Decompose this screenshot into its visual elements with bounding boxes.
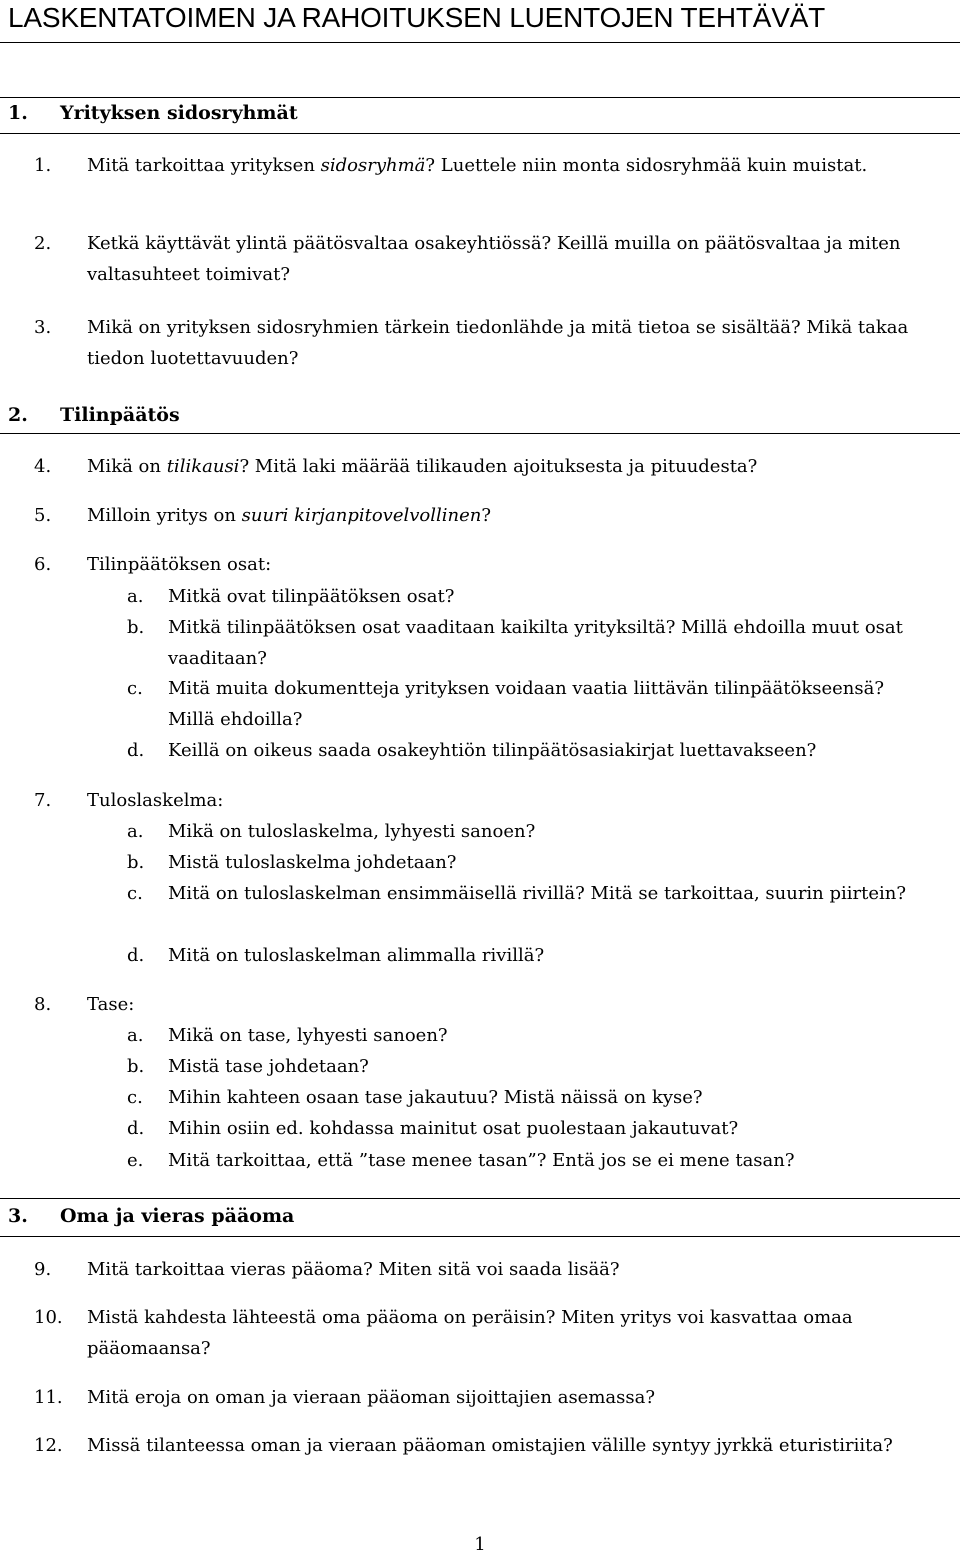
sub-question bbox=[127, 878, 927, 909]
sub-question bbox=[127, 940, 927, 971]
sub-question-text: Mitkä ovat tilinpäätöksen osat? bbox=[168, 586, 455, 607]
sub-question-text: Mistä tase johdetaan? bbox=[168, 1056, 369, 1077]
sub-question-text: Mitä muita dokumentteja yrityksen voidaan vaatia liittävän tilinpäätökseensä? Millä ehdoilla? bbox=[168, 678, 884, 730]
question-number: 8. bbox=[34, 994, 52, 1015]
sub-question-letter: d. bbox=[127, 1118, 145, 1139]
question-number: 12. bbox=[34, 1435, 63, 1456]
page-number: 1 bbox=[474, 1534, 486, 1555]
question-text: Ketkä käyttävät ylintä päätösvaltaa osakeyhtiössä? Keillä muilla on päätösvaltaa ja miten valtasuhteet toimivat? bbox=[87, 233, 901, 285]
question-number: 3. bbox=[34, 317, 52, 338]
sub-question-letter: c. bbox=[127, 883, 143, 904]
sub-question-letter: b. bbox=[127, 1056, 145, 1077]
sub-question bbox=[127, 1145, 927, 1176]
sub-question bbox=[127, 1113, 927, 1144]
section-title: Tilinpäätös bbox=[60, 404, 180, 426]
section-number: 2. bbox=[8, 404, 28, 426]
question-9 bbox=[34, 1254, 954, 1285]
section-heading-3 bbox=[8, 1203, 952, 1229]
page-title: LASKENTATOIMEN JA RAHOITUKSEN LUENTOJEN TEHTÄVÄT bbox=[8, 2, 826, 33]
section-number: 1. bbox=[8, 102, 28, 124]
question-text: Mitä tarkoittaa vieras pääoma? Miten sitä voi saada lisää? bbox=[87, 1259, 620, 1280]
sub-question-letter: a. bbox=[127, 821, 144, 842]
question-number: 7. bbox=[34, 790, 52, 811]
section-title: Yrityksen sidosryhmät bbox=[60, 102, 298, 124]
question-text: Mikä on yrityksen sidosryhmien tärkein tiedonlähde ja mitä tietoa se sisältää? Mikä takaa tiedon luotettavuuden? bbox=[87, 317, 909, 369]
sub-question-text: Keillä on oikeus saada osakeyhtiön tilinpäätösasiakirjat luettavakseen? bbox=[168, 740, 817, 761]
sub-question bbox=[127, 735, 927, 766]
question-7 bbox=[34, 785, 954, 816]
question-text: Tuloslaskelma: bbox=[87, 790, 224, 811]
sub-question-letter: a. bbox=[127, 1025, 144, 1046]
question-text: Mitä eroja on oman ja vieraan pääoman sijoittajien asemassa? bbox=[87, 1387, 655, 1408]
question-number: 1. bbox=[34, 155, 52, 176]
question-3 bbox=[34, 312, 954, 374]
section-divider bbox=[0, 433, 960, 434]
question-number: 9. bbox=[34, 1259, 52, 1280]
sub-question bbox=[127, 1020, 927, 1051]
question-text: Mikä on tilikausi? Mitä laki määrää tilikauden ajoituksesta ja pituudesta? bbox=[87, 456, 758, 477]
sub-question-text: Mikä on tuloslaskelma, lyhyesti sanoen? bbox=[168, 821, 536, 842]
question-2 bbox=[34, 228, 954, 290]
question-text: Mitä tarkoittaa yrityksen sidosryhmä? Luettele niin monta sidosryhmää kuin muistat. bbox=[87, 155, 868, 176]
question-number: 11. bbox=[34, 1387, 63, 1408]
question-text: Mistä kahdesta lähteestä oma pääoma on peräisin? Miten yritys voi kasvattaa omaa pääomaansa? bbox=[87, 1307, 853, 1359]
section-number: 3. bbox=[8, 1205, 28, 1227]
question-4 bbox=[34, 451, 954, 482]
sub-question-text: Mihin osiin ed. kohdassa mainitut osat puolestaan jakautuvat? bbox=[168, 1118, 739, 1139]
section-divider bbox=[0, 133, 960, 134]
question-12 bbox=[34, 1430, 954, 1461]
question-5 bbox=[34, 500, 954, 531]
sub-question-letter: c. bbox=[127, 1087, 143, 1108]
question-text: Tilinpäätöksen osat: bbox=[87, 554, 272, 575]
section-divider bbox=[0, 1236, 960, 1237]
question-number: 2. bbox=[34, 233, 52, 254]
question-6 bbox=[34, 549, 954, 580]
question-text: Missä tilanteessa oman ja vieraan pääoman omistajien välille syntyy jyrkkä eturistiriita? bbox=[87, 1435, 893, 1456]
sub-question bbox=[127, 673, 927, 735]
sub-question-letter: e. bbox=[127, 1150, 144, 1171]
sub-question-text: Mitkä tilinpäätöksen osat vaaditaan kaikilta yrityksiltä? Millä ehdoilla muut osat vaaditaan? bbox=[168, 617, 903, 669]
question-number: 6. bbox=[34, 554, 52, 575]
section-divider bbox=[0, 1198, 960, 1199]
question-number: 10. bbox=[34, 1307, 63, 1328]
sub-question bbox=[127, 816, 927, 847]
section-heading-2 bbox=[8, 402, 952, 428]
section-divider bbox=[0, 97, 960, 98]
sub-question-letter: c. bbox=[127, 678, 143, 699]
sub-question bbox=[127, 612, 927, 674]
question-1 bbox=[34, 150, 954, 181]
question-number: 5. bbox=[34, 505, 52, 526]
sub-question bbox=[127, 581, 927, 612]
sub-question-text: Mikä on tase, lyhyesti sanoen? bbox=[168, 1025, 448, 1046]
sub-question-text: Mihin kahteen osaan tase jakautuu? Mistä näissä on kyse? bbox=[168, 1087, 703, 1108]
sub-question bbox=[127, 847, 927, 878]
question-text: Milloin yritys on suuri kirjanpitovelvollinen? bbox=[87, 505, 492, 526]
sub-question-letter: d. bbox=[127, 740, 145, 761]
question-number: 4. bbox=[34, 456, 52, 477]
sub-question-text: Mitä on tuloslaskelman ensimmäisellä rivillä? Mitä se tarkoittaa, suurin piirtein? bbox=[168, 883, 907, 904]
sub-question-text: Mitä on tuloslaskelman alimmalla rivillä? bbox=[168, 945, 545, 966]
sub-question-text: Mistä tuloslaskelma johdetaan? bbox=[168, 852, 457, 873]
section-heading-1 bbox=[8, 100, 952, 126]
sub-question bbox=[127, 1082, 927, 1113]
question-8 bbox=[34, 989, 954, 1020]
sub-question-letter: a. bbox=[127, 586, 144, 607]
sub-question-text: Mitä tarkoittaa, että ”tase menee tasan”? Entä jos se ei mene tasan? bbox=[168, 1150, 795, 1171]
title-divider bbox=[0, 42, 960, 43]
question-11 bbox=[34, 1382, 954, 1413]
question-text: Tase: bbox=[87, 994, 135, 1015]
section-title: Oma ja vieras pääoma bbox=[60, 1205, 295, 1227]
sub-question-letter: d. bbox=[127, 945, 145, 966]
sub-question-letter: b. bbox=[127, 617, 145, 638]
sub-question-letter: b. bbox=[127, 852, 145, 873]
question-10 bbox=[34, 1302, 954, 1364]
sub-question bbox=[127, 1051, 927, 1082]
